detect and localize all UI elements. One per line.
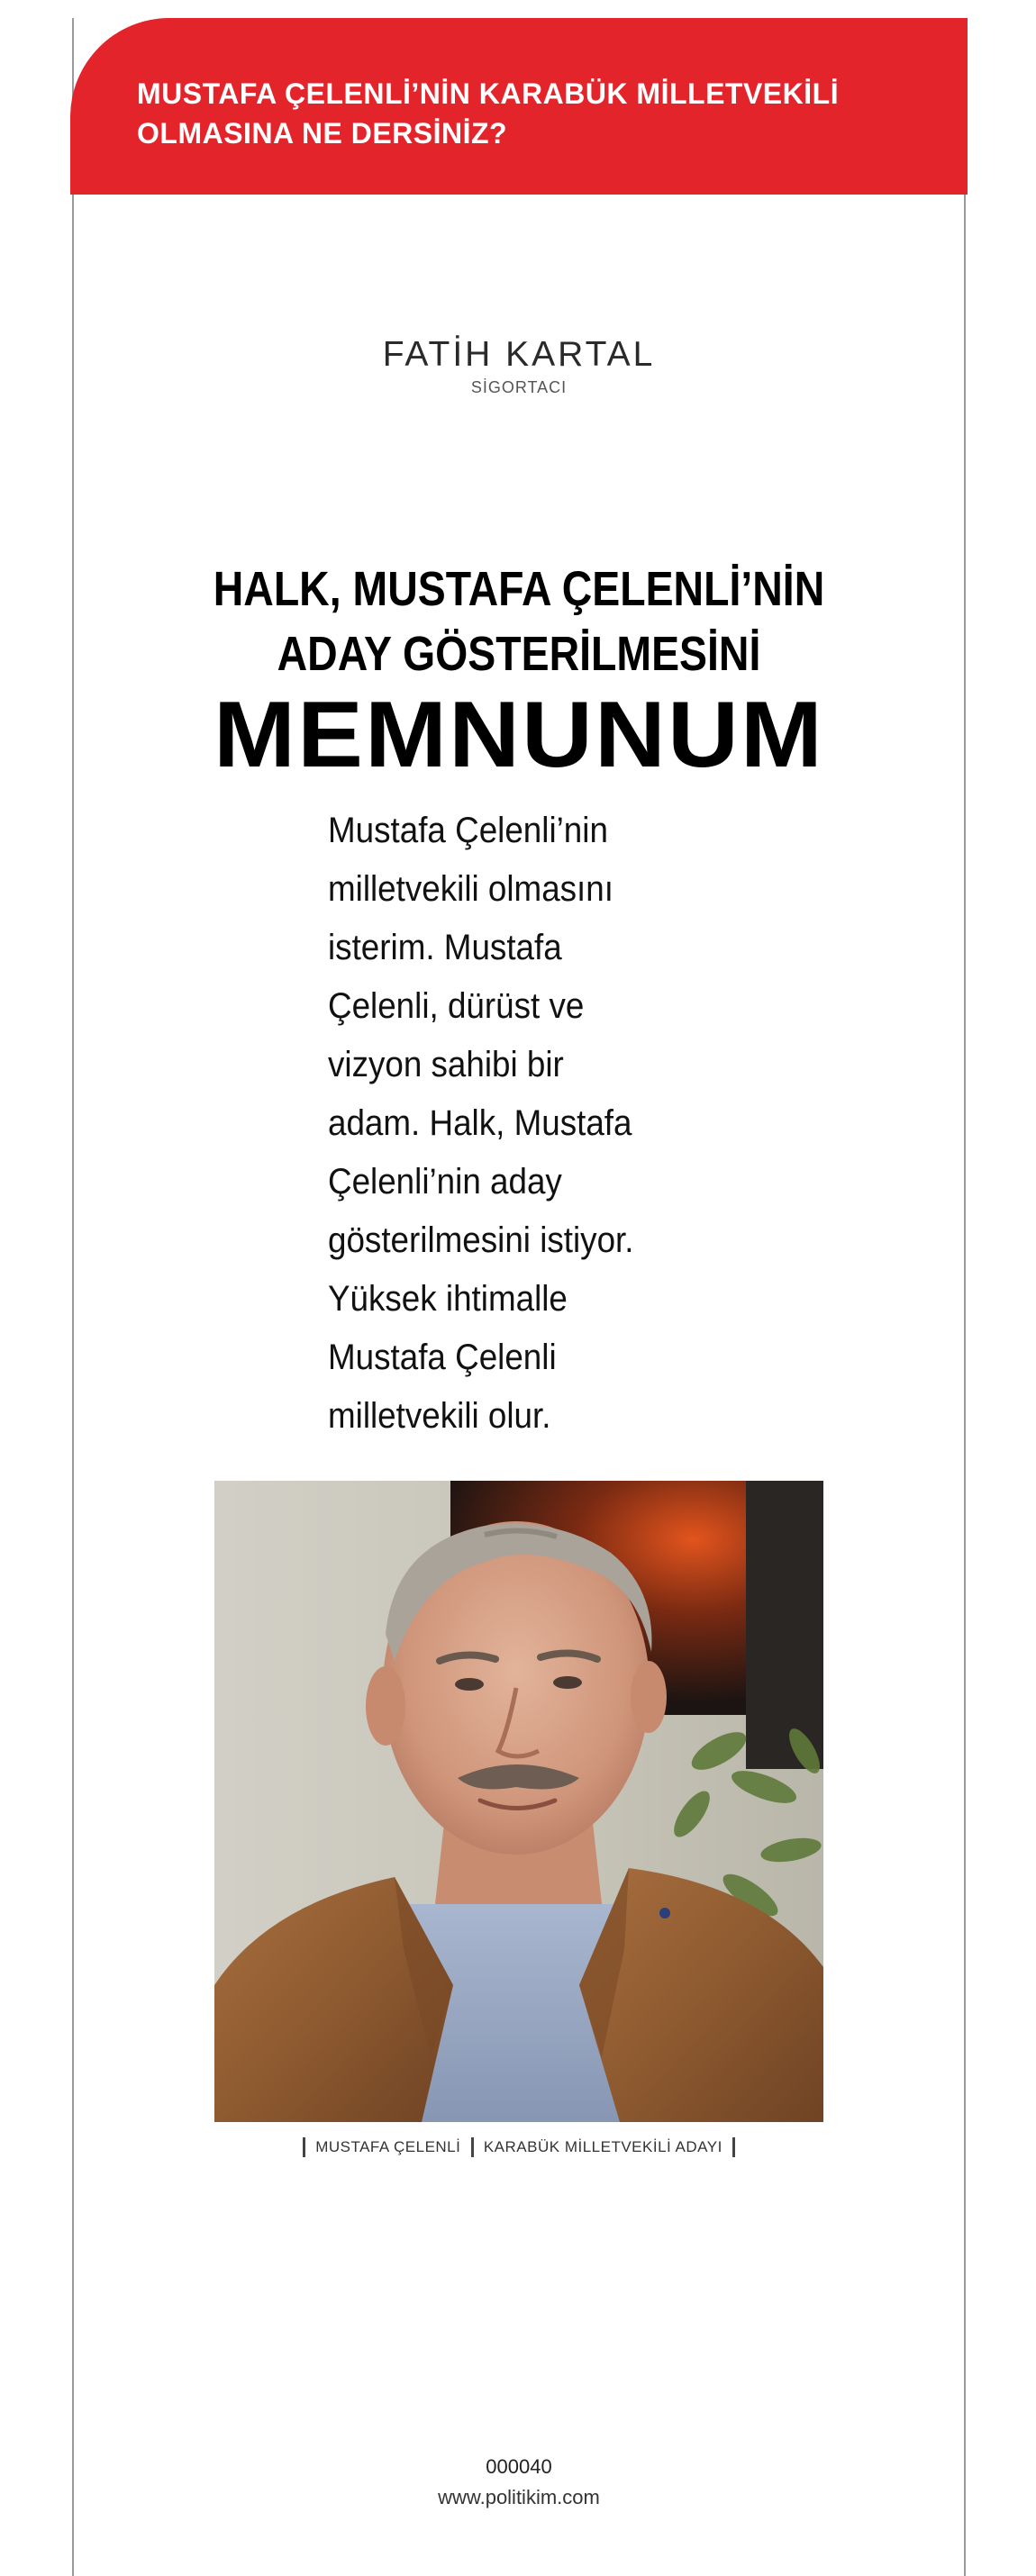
- headline-line1: HALK, MUSTAFA ÇELENLİ’NİN: [213, 562, 825, 616]
- body-line: isterim. Mustafa: [328, 928, 562, 967]
- body-line: Yüksek ihtimalle: [328, 1279, 568, 1319]
- portrait-illustration: [214, 1481, 823, 2122]
- photo-caption: [72, 2137, 966, 2157]
- headline: [72, 557, 966, 787]
- person-name: FATİH KARTAL: [382, 335, 656, 374]
- headline-line3: MEMNUNUM: [214, 683, 824, 787]
- body-line: milletvekili olmasını: [328, 869, 613, 909]
- headline-line2: ADAY GÖSTERİLMESİNİ: [277, 627, 761, 681]
- body-line: Mustafa Çelenli: [328, 1338, 557, 1377]
- header-banner: [70, 18, 968, 195]
- portrait-photo: [214, 1481, 823, 2122]
- site-url[interactable]: www.politikim.com: [438, 2486, 600, 2508]
- body-text: [328, 802, 706, 1446]
- caption-divider: [303, 2137, 305, 2157]
- person-card: [72, 333, 966, 397]
- body-line: Çelenli’nin aday: [328, 1162, 562, 1202]
- body-line: Mustafa Çelenli’nin: [328, 811, 608, 850]
- caption-name: MUSTAFA ÇELENLİ: [315, 2138, 461, 2155]
- banner-title-line2: OLMASINA NE DERSİNİZ?: [137, 117, 508, 150]
- page-code: 000040: [486, 2455, 552, 2478]
- banner-title-line1: MUSTAFA ÇELENLİ’NİN KARABÜK MİLLETVEKİLİ: [137, 77, 840, 110]
- caption-role: KARABÜK MİLLETVEKİLİ ADAYI: [483, 2138, 722, 2155]
- body-line: vizyon sahibi bir: [328, 1045, 564, 1084]
- banner-title: [137, 74, 912, 153]
- page-footer: [72, 2452, 966, 2513]
- person-title: SİGORTACI: [470, 378, 568, 396]
- body-line: adam. Halk, Mustafa: [328, 1103, 632, 1143]
- body-line: Çelenli, dürüst ve: [328, 986, 585, 1026]
- caption-divider: [732, 2137, 735, 2157]
- body-line: gösterilmesini istiyor.: [328, 1220, 634, 1260]
- caption-divider: [471, 2137, 474, 2157]
- body-line: milletvekili olur.: [328, 1396, 551, 1436]
